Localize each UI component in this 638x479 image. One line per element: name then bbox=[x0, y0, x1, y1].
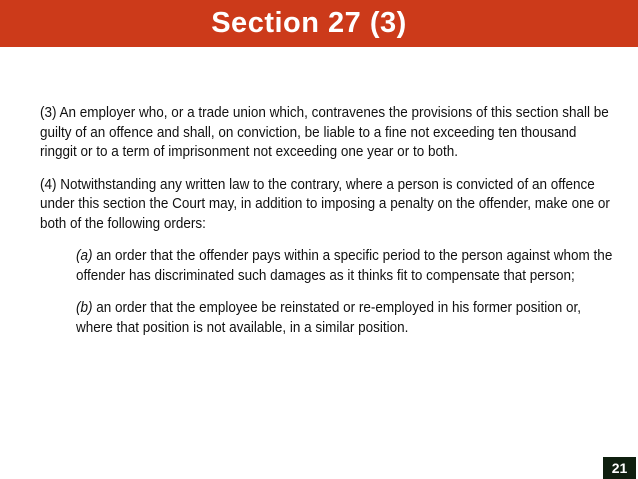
order-item-b bbox=[76, 298, 612, 337]
page-number-badge: 21 bbox=[603, 457, 636, 479]
paragraph-3: (3) An employer who, or a trade union which, contravenes the provisions of this section shall be guilty of an offence and shall, on conviction, be liable to a fine not exceeding ten thousand ringgit or to a term of imprisonment not exceeding one year or to both. bbox=[40, 104, 609, 160]
order-item-a bbox=[76, 246, 612, 285]
order-item-b-label: (b) bbox=[76, 299, 93, 316]
slide-title: Section 27 (3) bbox=[211, 7, 407, 39]
paragraph-4: (4) Notwithstanding any written law to the contrary, where a person is convicted of an offence under this section the Court may, in addition to imposing a penalty on the offender, make one or both of the following orders: bbox=[40, 175, 610, 232]
order-item-a-label: (a) bbox=[76, 247, 93, 264]
order-item-b-text: an order that the employee be reinstated or re-employed in his former position or, where that position is not available, in a similar position. bbox=[76, 299, 582, 336]
slide-content bbox=[40, 103, 612, 350]
order-item-a-text: an order that the offender pays within a specific period to the person against whom the offender has discriminated such damages as it thinks fit to compensate that person; bbox=[76, 247, 613, 284]
title-bar bbox=[0, 0, 638, 47]
